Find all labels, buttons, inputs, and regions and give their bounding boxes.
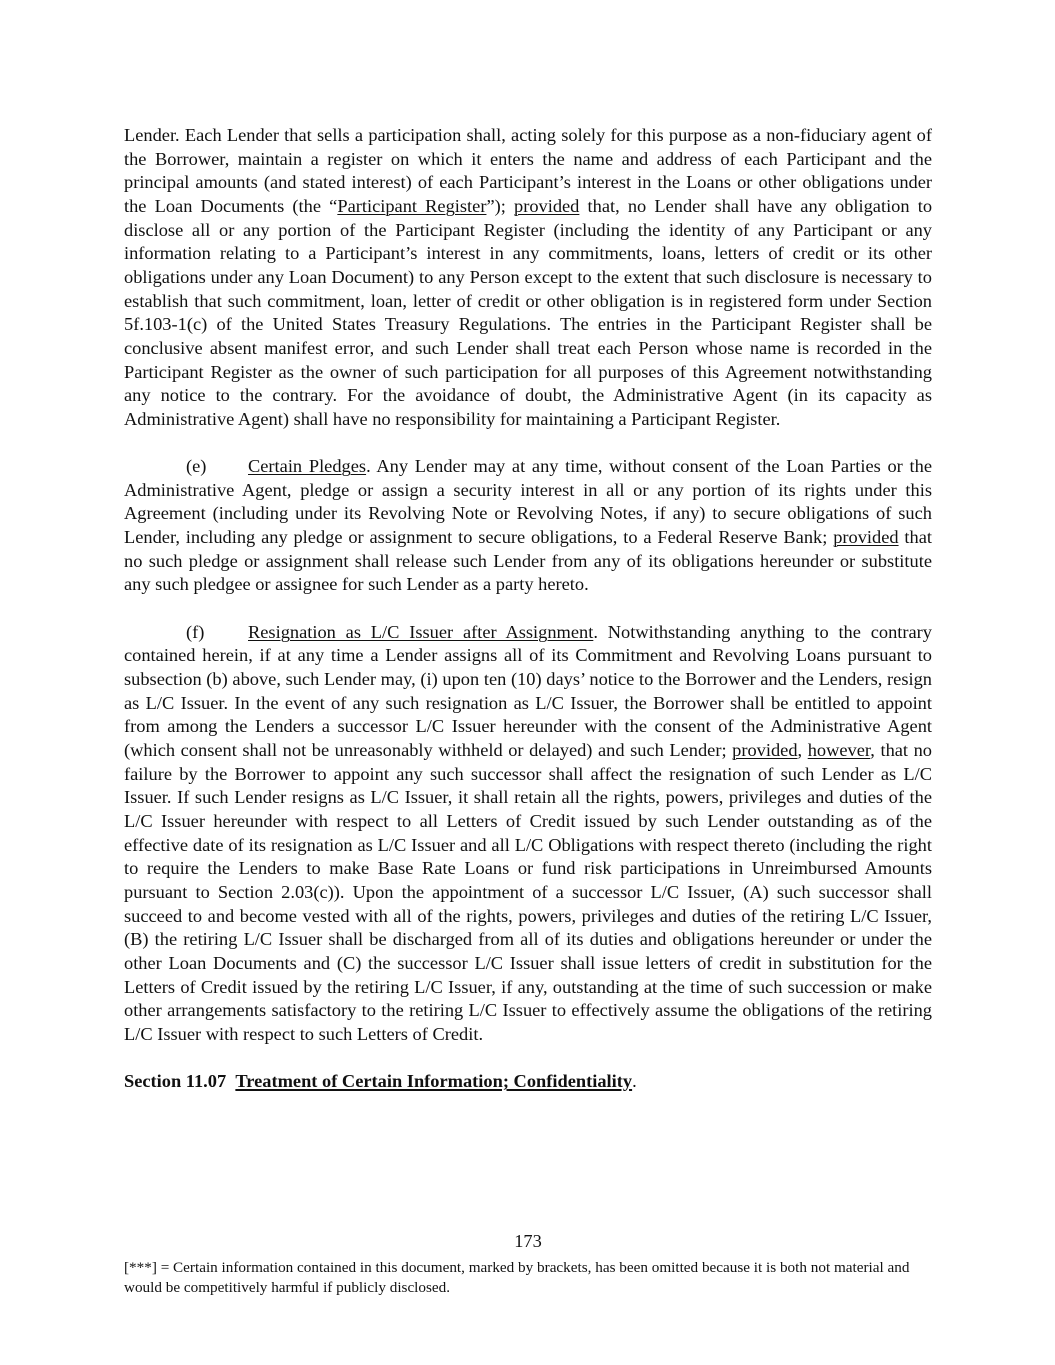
clause-label: (e): [186, 456, 207, 477]
section-trailing: .: [632, 1071, 637, 1092]
paragraph-text: , that no failure by the Borrower to appoint any such successor shall affect the resignation of such Lender as L/C Issuer. If such Lender resigns as L/C Issuer, it shall retain all the rights, powers, privileges and duties of the L/C Issuer hereunder with respect to all Letters of Credit issued by such Lender outstanding as of the effective date of its resignation as L/C Issuer and all L/C Obligations with respect thereto (including the right to require the Lenders to make Base Rate Loans or fund risk participations in Unreimbursed Amounts pursuant to Section 2.03(c)). Upon the appointment of a successor L/C Issuer, (A) such successor shall succeed to and become vested with all of the rights, powers, privileges and duties of the retiring L/C Issuer, (B) the retiring L/C Issuer shall be discharged from all of its duties and obligations hereunder or under the other Loan Documents and (C) the successor L/C Issuer shall issue letters of credit in substitution for the Letters of Credit issued by the retiring L/C Issuer, if any, outstanding at the time of such succession or make other arrangements satisfactory to the retiring L/C Issuer to effectively assume the obligations of the retiring L/C Issuer with respect to such Letters of Credit.: [124, 740, 932, 1044]
clause-f-resignation: [124, 621, 932, 1047]
section-heading: [124, 1070, 932, 1094]
provided-term: provided: [514, 195, 580, 216]
clause-heading: Resignation as L/C Issuer after Assignment: [248, 621, 594, 642]
provided-term: provided: [833, 527, 899, 548]
paragraph-text: that, no Lender shall have any obligation to disclose all or any portion of the Participant Register (including the identity of any Participant or any information relating to a Participant’s interest in any commitments, loans, letters of credit or its other obligations under any Loan Document) to any Person except to the extent that such disclosure is necessary to establish that such commitment, loan, letter of credit or other obligation is in registered form under Section 5f.103-1(c) of the United States Treasury Regulations. The entries in the Participant Register shall be conclusive absent manifest error, and such Lender shall treat each Person whose name is recorded in the Participant Register as the owner of such participation for all purposes of this Agreement notwithstanding any notice to the contrary. For the avoidance of doubt, the Administrative Agent (in its capacity as Administrative Agent) shall have no responsibility for maintaining a Participant Register.: [124, 195, 933, 429]
section-title: Treatment of Certain Information; Confidentiality: [235, 1071, 633, 1092]
paragraph-spacer: [124, 432, 932, 456]
paragraph-text: that no such pledge or assignment shall release such Lender from any of its obligations hereunder or substitute any such pledgee or assignee for such Lender as a party hereto.: [124, 527, 932, 595]
paragraph-spacer: [124, 597, 932, 621]
paragraph-text: . Any Lender may at any time, without consent of the Loan Parties or the Administrative Agent, pledge or assign a security interest in all or any portion of its rights under this Agreement (including under its Revolving Note or Revolving Notes, if any) to secure obligations of such Lender, including any pledge or assignment to secure obligations, to a Federal Reserve Bank;: [124, 456, 932, 548]
section-number: Section 11.07: [124, 1071, 227, 1092]
clause-e-certain-pledges: [124, 455, 932, 597]
clause-label: (f): [186, 621, 205, 642]
paragraph-text: ”);: [486, 195, 514, 216]
paragraph-spacer: [124, 1047, 932, 1071]
defined-term-participant-register: Participant Register: [337, 195, 487, 216]
paragraph-text: ,: [797, 740, 808, 761]
document-page: [124, 124, 933, 1296]
provided-term: provided: [732, 740, 798, 761]
footnote: [***] = Certain information contained in this document, marked by brackets, has been omitted because it is both not material and would be competitively harmful if publicly disclosed.: [124, 1259, 910, 1296]
however-term: however: [807, 740, 871, 761]
paragraph-text: . Notwithstanding anything to the contrary contained herein, if at any time a Lender assigns all of its Commitment and Revolving Loans pursuant to subsection (b) above, such Lender may, (i) upon ten (10) days’ notice to the Borrower and the Lenders, resign as L/C Issuer. In the event of any such resignation as L/C Issuer, the Borrower shall be entitled to appoint from among the Lenders a successor L/C Issuer hereunder with the consent of the Administrative Agent (which consent shall not be unreasonably withheld or delayed) and such Lender;: [124, 621, 933, 761]
clause-heading: Certain Pledges: [248, 456, 367, 477]
paragraph-text: Lender. Each Lender that sells a participation shall, acting solely for this purpose as a non-fiduciary agent of the Borrower, maintain a register on which it enters the name and address of each Participant and the principal amounts (and stated interest) of each Participant’s interest in the Loans or other obligations under the Loan Documents (the “: [124, 125, 932, 216]
participant-register-paragraph: [124, 124, 932, 432]
page-number: 173: [514, 1231, 542, 1251]
